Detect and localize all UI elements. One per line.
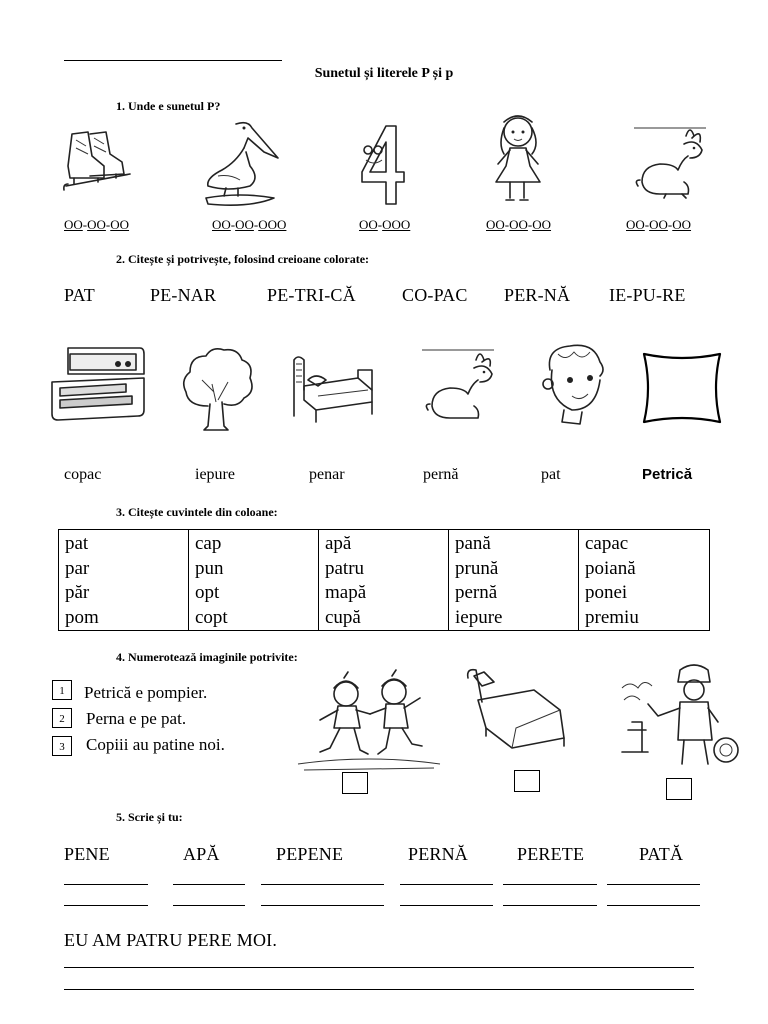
writing-line[interactable] — [64, 905, 148, 906]
match-word: pat — [541, 466, 561, 483]
copy-sentence: EU AM PATRU PERE MOI. — [64, 930, 278, 950]
writing-line[interactable] — [173, 905, 245, 906]
sentence: Perna e pe pat. — [86, 709, 187, 728]
word-cell: cupă — [325, 606, 361, 628]
number-box: 1 — [52, 680, 72, 700]
answer-box[interactable] — [666, 778, 692, 800]
word-cell: capac — [585, 533, 629, 554]
syllable-scheme-4: OO-OO-OO — [486, 217, 552, 232]
word-cell: apă — [325, 533, 352, 554]
page-title: Sunetul și literele P și p — [314, 66, 454, 81]
word-cell: cap — [195, 533, 222, 554]
syllabified-word: PE-TRI-CĂ — [267, 285, 356, 305]
answer-box[interactable] — [514, 770, 540, 792]
syllable-scheme-2: OO-OO-OOO — [212, 217, 287, 232]
writing-line[interactable] — [400, 905, 493, 906]
writing-line[interactable] — [400, 884, 493, 885]
word-cell: premiu — [585, 606, 639, 628]
word-cell: păr — [65, 582, 90, 603]
task-5-label: 5. Scrie și tu: — [116, 810, 183, 824]
pelican-icon — [200, 118, 280, 213]
copy-word: PENE — [64, 844, 110, 864]
word-columns-table — [58, 529, 710, 631]
word-cell: copt — [195, 606, 228, 628]
word-cell: opt — [195, 582, 220, 603]
match-word: penar — [309, 466, 345, 483]
number-box: 3 — [52, 736, 72, 756]
bed-icon — [288, 350, 378, 425]
word-cell: poiană — [585, 557, 636, 579]
skating-children-icon — [294, 668, 444, 774]
copy-word: APĂ — [183, 844, 220, 864]
word-cell: ponei — [585, 582, 628, 603]
skates-icon — [60, 126, 140, 206]
number-four-icon — [356, 120, 416, 210]
word-cell: pat — [65, 533, 89, 554]
match-word: iepure — [195, 466, 235, 483]
pencil-case-icon — [48, 344, 148, 426]
task-2-label: 2. Citește și potrivește, folosind creioane colorate: — [116, 252, 370, 266]
task-1-label: 1. Unde e sunetul P? — [116, 99, 221, 113]
word-column — [59, 530, 189, 630]
writing-line[interactable] — [261, 884, 384, 885]
copy-word: PATĂ — [639, 844, 684, 864]
task-3-label: 3. Citește cuvintele din coloane: — [116, 505, 278, 519]
word-cell: mapă — [325, 582, 367, 603]
name-line[interactable] — [64, 60, 282, 61]
writing-line[interactable] — [64, 989, 694, 990]
tree-icon — [178, 344, 258, 434]
syllabified-word: IE-PU-RE — [609, 285, 686, 305]
writing-line[interactable] — [503, 884, 597, 885]
word-cell: pernă — [455, 582, 498, 603]
syllabified-word: PE-NAR — [150, 285, 217, 305]
writing-line[interactable] — [503, 905, 597, 906]
sentence: Petrică e pompier. — [84, 683, 208, 702]
syllabified-word: PAT — [64, 285, 95, 305]
syllabified-word: PER-NĂ — [504, 285, 571, 305]
bed-icon — [460, 664, 570, 754]
writing-line[interactable] — [607, 884, 700, 885]
syllabified-word: CO-PAC — [402, 285, 468, 305]
word-cell: pun — [195, 557, 224, 579]
task-4-label: 4. Numerotează imaginile potrivite: — [116, 650, 298, 664]
word-cell: pană — [455, 533, 491, 554]
match-word: pernă — [423, 466, 459, 483]
word-column — [319, 530, 449, 630]
word-cell: patru — [325, 557, 365, 579]
answer-box[interactable] — [342, 772, 368, 794]
word-cell: prună — [455, 557, 499, 579]
match-word: Petrică — [642, 466, 693, 483]
number-box: 2 — [52, 708, 72, 728]
doll-icon — [484, 110, 554, 210]
syllable-scheme-5: OO-OO-OO — [626, 217, 692, 232]
word-column — [449, 530, 579, 630]
sentence: Copiii au patine noi. — [86, 735, 225, 754]
word-cell: iepure — [455, 606, 503, 628]
match-word: copac — [64, 466, 102, 483]
boy-face-icon — [536, 340, 616, 428]
copy-word: PEPENE — [276, 844, 344, 864]
pillow-icon — [636, 348, 726, 428]
firefighter-icon — [618, 660, 744, 770]
syllable-scheme-1: OO-OO-OO — [64, 217, 130, 232]
word-column — [579, 530, 711, 630]
writing-line[interactable] — [607, 905, 700, 906]
word-cell: par — [65, 557, 90, 579]
rabbit-icon — [630, 124, 710, 204]
word-cell: pom — [65, 606, 99, 628]
syllable-scheme-3: OO-OOO — [359, 217, 411, 232]
writing-line[interactable] — [64, 967, 694, 968]
writing-line[interactable] — [64, 884, 148, 885]
copy-word: PERETE — [517, 844, 585, 864]
rabbit-icon — [418, 348, 498, 428]
writing-line[interactable] — [261, 905, 384, 906]
writing-line[interactable] — [173, 884, 245, 885]
copy-word: PERNĂ — [408, 844, 469, 864]
word-column — [189, 530, 319, 630]
